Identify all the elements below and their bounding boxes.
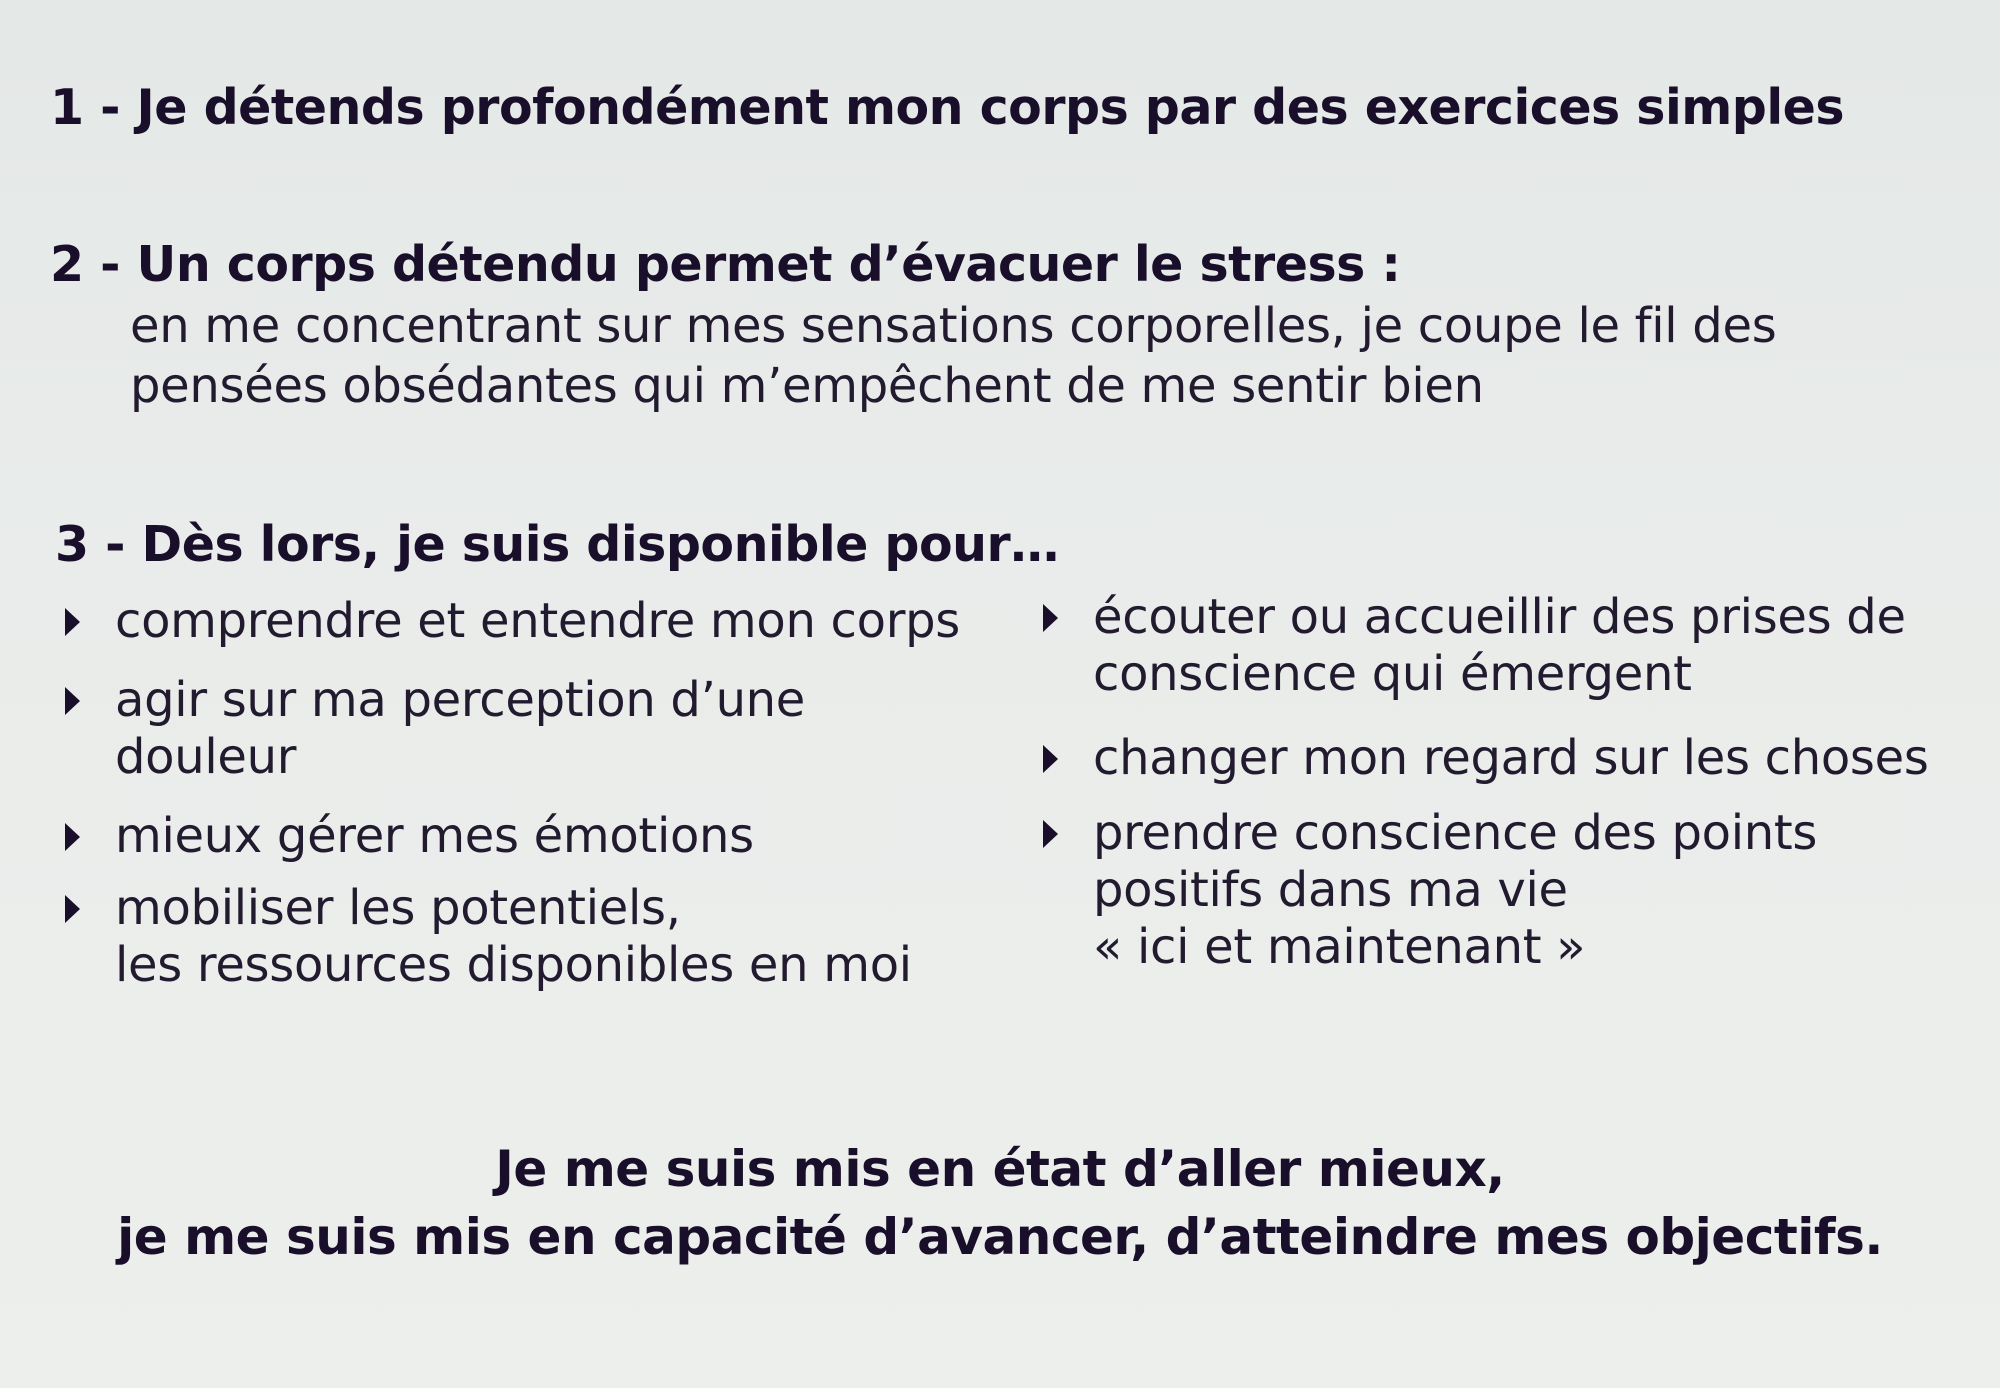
conclusion-line: je me suis mis en capacité d’avancer, d’atteindre mes objectifs. [117, 1208, 1883, 1266]
triangle-bullet-icon [1043, 820, 1058, 848]
list-item-text: écouter ou accueillir des prises de [1093, 589, 1906, 645]
list-item-text: mieux gérer mes émotions [115, 808, 754, 864]
list-item-text: douleur [115, 729, 297, 785]
conclusion-line: Je me suis mis en état d’aller mieux, [495, 1140, 1505, 1198]
list-item-text: comprendre et entendre mon corps [115, 593, 961, 649]
triangle-bullet-icon [1043, 604, 1058, 632]
list-item-text: conscience qui émergent [1093, 646, 1692, 702]
triangle-bullet-icon [1043, 745, 1058, 773]
section-2-heading: 2 - Un corps détendu permet d’évacuer le stress : [50, 236, 1401, 293]
list-item-text: les ressources disponibles en moi [115, 937, 912, 993]
triangle-bullet-icon [65, 895, 80, 923]
triangle-bullet-icon [65, 608, 80, 636]
section-2-body [130, 296, 1776, 416]
section-3-heading: 3 - Dès lors, je suis disponible pour… [55, 516, 1059, 573]
list-item-text: positifs dans ma vie [1093, 862, 1568, 918]
list-item-text: prendre conscience des points [1093, 805, 1818, 861]
section-1-heading: 1 - Je détends profondément mon corps par des exercices simples [50, 79, 1845, 136]
triangle-bullet-icon [65, 687, 80, 715]
list-item-text: changer mon regard sur les choses [1093, 730, 1929, 786]
section-2-body-line: pensées obsédantes qui m’empêchent de me sentir bien [130, 358, 1484, 414]
list-item-text: agir sur ma perception d’une [115, 672, 806, 728]
conclusion [0, 1135, 2000, 1271]
list-item-text: mobiliser les potentiels, [115, 880, 681, 936]
list-item-text: « ici et maintenant » [1093, 919, 1586, 975]
section-2-body-line: en me concentrant sur mes sensations corporelles, je coupe le fil des [130, 298, 1777, 354]
triangle-bullet-icon [65, 823, 80, 851]
